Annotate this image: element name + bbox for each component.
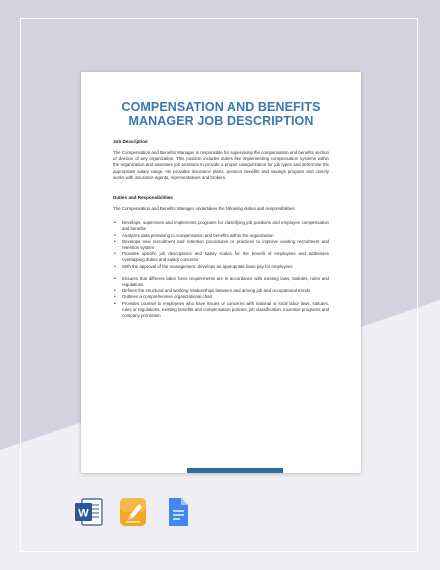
job-description-paragraph: The Compensation and Benefits Manager is responsible for supervising the compensation and benefits section or division of any organization. This position includes duties like implementing compensation systems within the organization and assesses job positions to provide a proper categorization for job types and determine the appropriate salary range. He provides insurance plans, pension benefits and savings program and closely works with insurance agents, representatives and brokers.	[113, 150, 329, 180]
duties-intro: The Compensation and Benefits Manager undertakes the following duties and responsibilities:	[113, 206, 296, 212]
job-description-heading: Job Description	[113, 139, 148, 144]
duties-list-2	[113, 276, 329, 319]
word-icon[interactable]	[72, 497, 106, 527]
list-item: • Provides specific job descriptions and salary scales for the benefit of employees and addresses overlapping duties and salary concerns	[113, 251, 329, 263]
svg-text:W: W	[78, 507, 89, 520]
list-item: • Ensures that different labor force requirements are in accordance with existing laws, statutes, rules and regulations	[113, 276, 329, 288]
document-title: COMPENSATION AND BENEFITS MANAGER JOB DESCRIPTION	[121, 100, 321, 128]
google-docs-icon[interactable]	[160, 497, 194, 527]
compatible-apps	[72, 497, 194, 527]
document-page	[81, 72, 361, 473]
list-item: • With the approval of the management, develops an appropriate base pay for employees	[113, 264, 329, 270]
page-footer-bar	[187, 468, 283, 473]
list-item: • Provides counsel to employees who have issues or concerns with national or local labor laws, statutes, rules or regulations, existing benefits and compensation policies, job classification, incentive programs and company promotion	[113, 301, 329, 320]
duties-list-1	[113, 220, 329, 270]
pages-icon[interactable]	[116, 497, 150, 527]
list-item: • Outlines a comprehensive organizational chart	[113, 294, 329, 300]
list-item: • Defines the structural and working relationships between and among job and occupational trends	[113, 288, 329, 294]
list-item: • Develops new recruitment and retention procedures or practices to improve existing recruitment and retention system	[113, 239, 329, 251]
list-item: • Develops, supervises and implements programs for classifying job positions and employee compensation and benefits	[113, 220, 329, 232]
list-item: • Analyzes data pertaining to compensation and benefits within the organization	[113, 233, 329, 239]
duties-heading: Duties and Responsibilities	[113, 195, 173, 201]
